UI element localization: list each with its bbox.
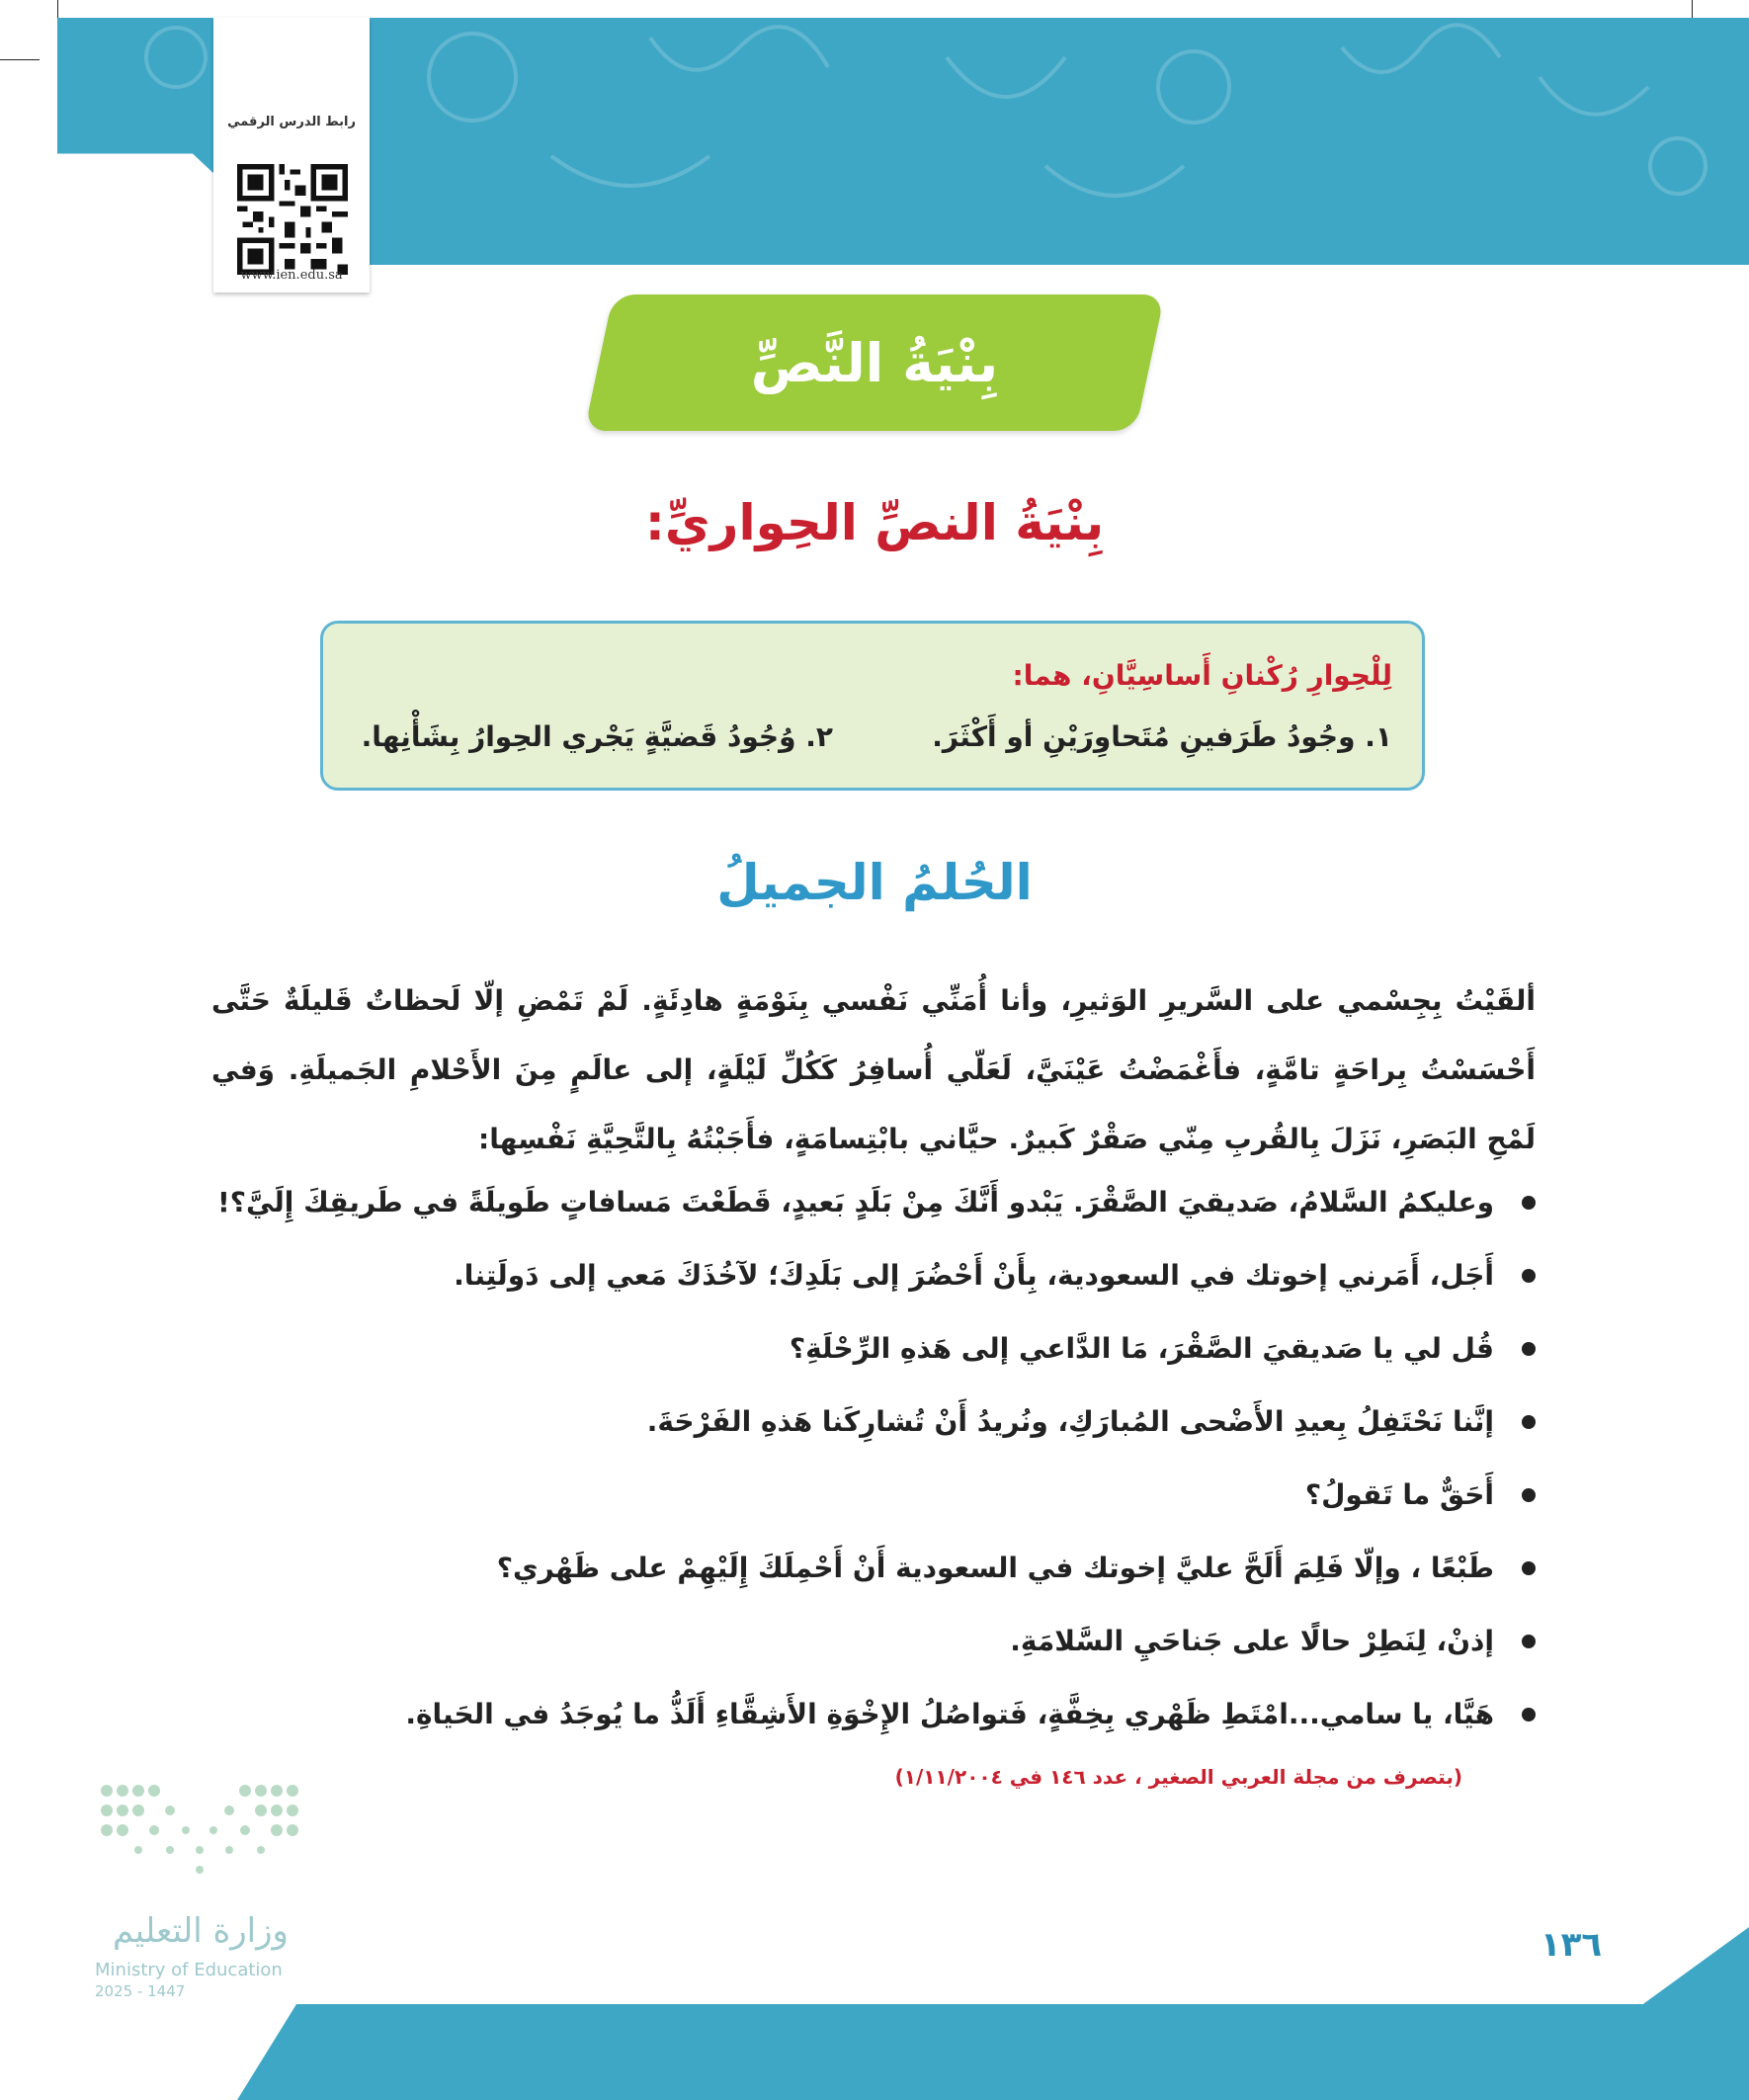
bullet-icon	[1522, 1561, 1536, 1575]
qr-caption: رابط الدرس الرقمي	[227, 115, 356, 129]
info-item-1: ١. وجُودُ طَرَفينِ مُتَحاوِرَيْنِ أو أَكْثَرَ.	[932, 720, 1392, 753]
footer-band-curve	[1640, 1927, 1749, 2006]
story-paragraph: ألقَيْتُ بِجِسْمي على السَّريرِ الوَثيرِ، وأنا أُمَنِّي نَفْسي بِنَوْمَةٍ هادِئَةٍ. لَمْ تَمْضِ إلّا لَحظاتٌ قَليلَةٌ حَتَّى أَحْسَسْتُ بِراحَةٍ تامَّةٍ، فأَغْمَضْتُ عَيْنَيَّ، لَعَلّي أُسافِرُ كَكُلِّ لَيْلَةٍ، إلى عالَمٍ مِنَ الأَحْلامِ الجَميلَةِ. وَفي لَمْحِ البَصَرِ، نَزَلَ بِالقُربِ مِنّي صَقْرٌ كَبيرٌ. حيَّاني بابْتِسامَةٍ، فأَجَبْتُهُ بِالتَّحِيَّةِ نَفْسِها:	[211, 984, 1536, 1155]
dialogue-list	[216, 1166, 1536, 1751]
dialogue-item	[237, 1532, 1536, 1605]
qr-card[interactable]	[213, 18, 370, 293]
dialogue-text: وعليكمُ السَّلامُ، صَديقيَ الصَّقْرَ. يَبْدو أَنَّكَ مِنْ بَلَدٍ بَعيدٍ، قَطَعْتَ مَسافاتٍ طَويلَةً في طَريقِكَ إِلَيَّ؟!	[216, 1186, 1494, 1218]
dialogue-item	[237, 1678, 1536, 1751]
bullet-icon	[1522, 1342, 1536, 1356]
info-box	[320, 621, 1425, 791]
bullet-icon	[1522, 1488, 1536, 1502]
qr-code-icon[interactable]	[237, 164, 348, 275]
bullet-icon	[1522, 1415, 1536, 1429]
dialogue-item	[237, 1239, 1536, 1312]
source-citation: (بتصرف من مجلة العربي الصغير ، عدد ١٤٦ في ١/١١/٢٠٠٤)	[894, 1765, 1462, 1789]
dialogue-text: هَيَّا، يا سامي...امْتَطِ ظَهْري بِخِفَّةٍ، فَتواصُلُ الإِخْوَةِ الأَشِقَّاءِ أَلَذُّ ما يُوجَدُ في الحَياةِ.	[405, 1698, 1494, 1730]
crop-mark	[0, 59, 40, 60]
banner-title: بِنْيَةُ النَّصِّ	[750, 331, 999, 394]
dialogue-item	[237, 1386, 1536, 1459]
dialogue-text: إنَّنا نَحْتَفِلُ بِعيدِ الأَضْحى المُبارَكِ، ونُريدُ أَنْ تُشارِكَنا هَذهِ الفَرْحَةَ.	[646, 1405, 1494, 1438]
dialogue-text: إذنْ، لِنَطِرْ حالًا على جَناحَيِ السَّلامَةِ.	[1010, 1625, 1494, 1657]
page-number: ١٣٦	[1540, 1925, 1603, 1965]
crop-mark	[1692, 0, 1693, 18]
qr-url[interactable]: www.ien.edu.sa	[240, 268, 343, 283]
dialogue-text: قُل لي يا صَديقيَ الصَّقْرَ، مَا الدَّاعي إلى هَذهِ الرِّحْلَةِ؟	[789, 1332, 1494, 1365]
ministry-logo-icon	[97, 1779, 314, 1897]
ministry-year: 2025 - 1447	[95, 1982, 186, 2000]
section-banner	[599, 294, 1150, 431]
dialogue-item	[237, 1605, 1536, 1678]
dialogue-text: أَحَقٌّ ما تَقولُ؟	[1304, 1478, 1494, 1511]
dialogue-text: طَبْعًا ، وإلّا فَلِمَ أَلَحَّ عليَّ إخوتك في السعودية أَنْ أَحْمِلَكَ إِلَيْهِمْ على ظَهْري؟	[496, 1552, 1494, 1584]
crop-mark	[57, 0, 58, 18]
page-subtitle: بِنْيَةُ النصِّ الحِواريِّ:	[644, 494, 1105, 551]
dialogue-text: أَجَل، أَمَرني إخوتك في السعودية، بِأَنْ أَحْضُرَ إلى بَلَدِكَ؛ لآخُذَكَ مَعي إلى دَولَتِنا.	[454, 1259, 1494, 1292]
dialogue-item	[237, 1312, 1536, 1386]
bullet-icon	[1522, 1196, 1536, 1210]
bullet-icon	[1522, 1635, 1536, 1648]
bullet-icon	[1522, 1269, 1536, 1283]
info-item-2: ٢. وُجُودُ قَضيَّةٍ يَجْري الحِوارُ بِشَأْنِها.	[361, 720, 833, 753]
ministry-name-ar: وزارة التعليم	[113, 1911, 289, 1951]
dialogue-item	[237, 1459, 1536, 1532]
dialogue-item	[216, 1166, 1536, 1239]
story-title: الحُلمُ الجميلُ	[716, 854, 1033, 911]
ministry-name-en: Ministry of Education	[95, 1960, 283, 1980]
bullet-icon	[1522, 1708, 1536, 1722]
info-heading: لِلْحِوارِ رُكْنانِ أَساسِيَّانِ، هما:	[1012, 659, 1392, 692]
